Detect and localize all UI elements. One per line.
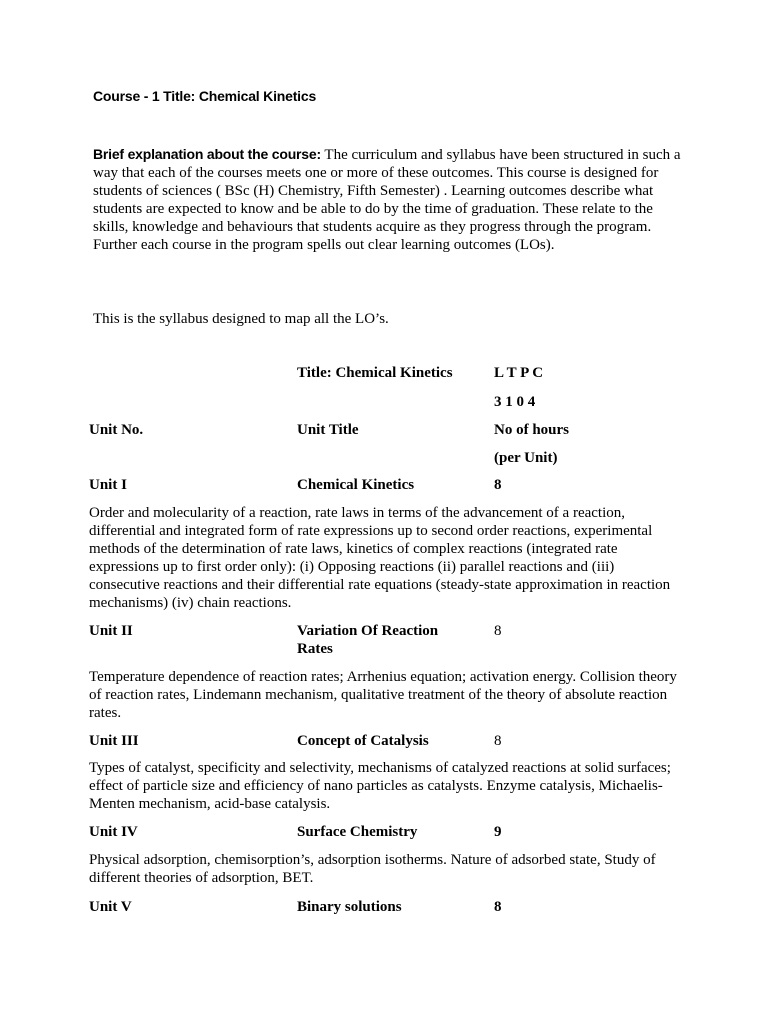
unit-number: Unit IV xyxy=(89,824,138,840)
course-brief xyxy=(93,145,683,254)
unit-title: Surface Chemistry xyxy=(297,824,418,840)
unit-description: Temperature dependence of reaction rates; Arrhenius equation; activation energy. Collision theory of reaction rates, Lindemann mechanism, qualitative treatment of the theory of absolute reaction rates. xyxy=(89,669,677,721)
unit-description: Types of catalyst, specificity and selectivity, mechanisms of catalyzed reactions at solid surfaces; effect of particle size and efficiency of nano particles as catalysts. Enzyme catalysis, Michaelis-Menten mechanism, acid-base catalysis. xyxy=(89,760,671,812)
unit-number: Unit II xyxy=(89,623,133,639)
unit-title: Binary solutions xyxy=(297,899,402,915)
unit-number: Unit III xyxy=(89,733,139,749)
column-header-hours: No of hours xyxy=(494,422,570,438)
unit-number: Unit V xyxy=(89,899,132,915)
column-header-unit-no: Unit No. xyxy=(89,422,144,438)
syllabus-intro: This is the syllabus designed to map all the LO’s. xyxy=(93,311,389,327)
table-title: Title: Chemical Kinetics xyxy=(297,365,453,381)
brief-text: The curriculum and syllabus have been structured in such a way that each of the courses meets one or more of these outcomes. This course is designed for students of sciences ( BSc (H) Chemistry, Fifth Semester) . Learning outcomes describe what students are expected to know and be able to do by the time of graduation. These relate to the skills, knowledge and behaviours that students acquire as they progress through the program. Further each course in the program spells out clear learning outcomes (LOs). xyxy=(93,147,681,253)
unit-hours: 8 xyxy=(494,733,502,749)
unit-title: Chemical Kinetics xyxy=(297,477,415,493)
course-title: Course - 1 Title: Chemical Kinetics xyxy=(93,88,317,104)
ltpc-values: 3 1 0 4 xyxy=(494,394,536,410)
unit-description: Physical adsorption, chemisorption’s, adsorption isotherms. Nature of adsorbed state, Study of different theories of adsorption, BET. xyxy=(89,852,656,886)
unit-title: Concept of Catalysis xyxy=(297,733,429,749)
column-header-hours-sub: (per Unit) xyxy=(494,450,558,466)
unit-hours: 8 xyxy=(494,623,502,639)
unit-hours: 8 xyxy=(494,899,502,915)
unit-number: Unit I xyxy=(89,477,127,493)
unit-hours: 9 xyxy=(494,824,502,840)
unit-description: Order and molecularity of a reaction, rate laws in terms of the advancement of a reaction, differential and integrated form of rate expressions up to second order reactions, experimental methods of the determination of rate laws, kinetics of complex reactions (integrated rate expressions up to first order only): (i) Opposing reactions (ii) parallel reactions and (iii) consecutive reactions and their differential rate equations (steady-state approximation in reaction mechanisms) (iv) chain reactions. xyxy=(89,505,671,611)
unit-hours: 8 xyxy=(494,477,502,493)
ltpc-label: L T P C xyxy=(494,365,544,381)
column-header-unit-title: Unit Title xyxy=(297,422,359,438)
brief-lead: Brief explanation about the course: xyxy=(93,146,321,162)
unit-title: Variation Of Reaction Rates xyxy=(297,623,439,657)
